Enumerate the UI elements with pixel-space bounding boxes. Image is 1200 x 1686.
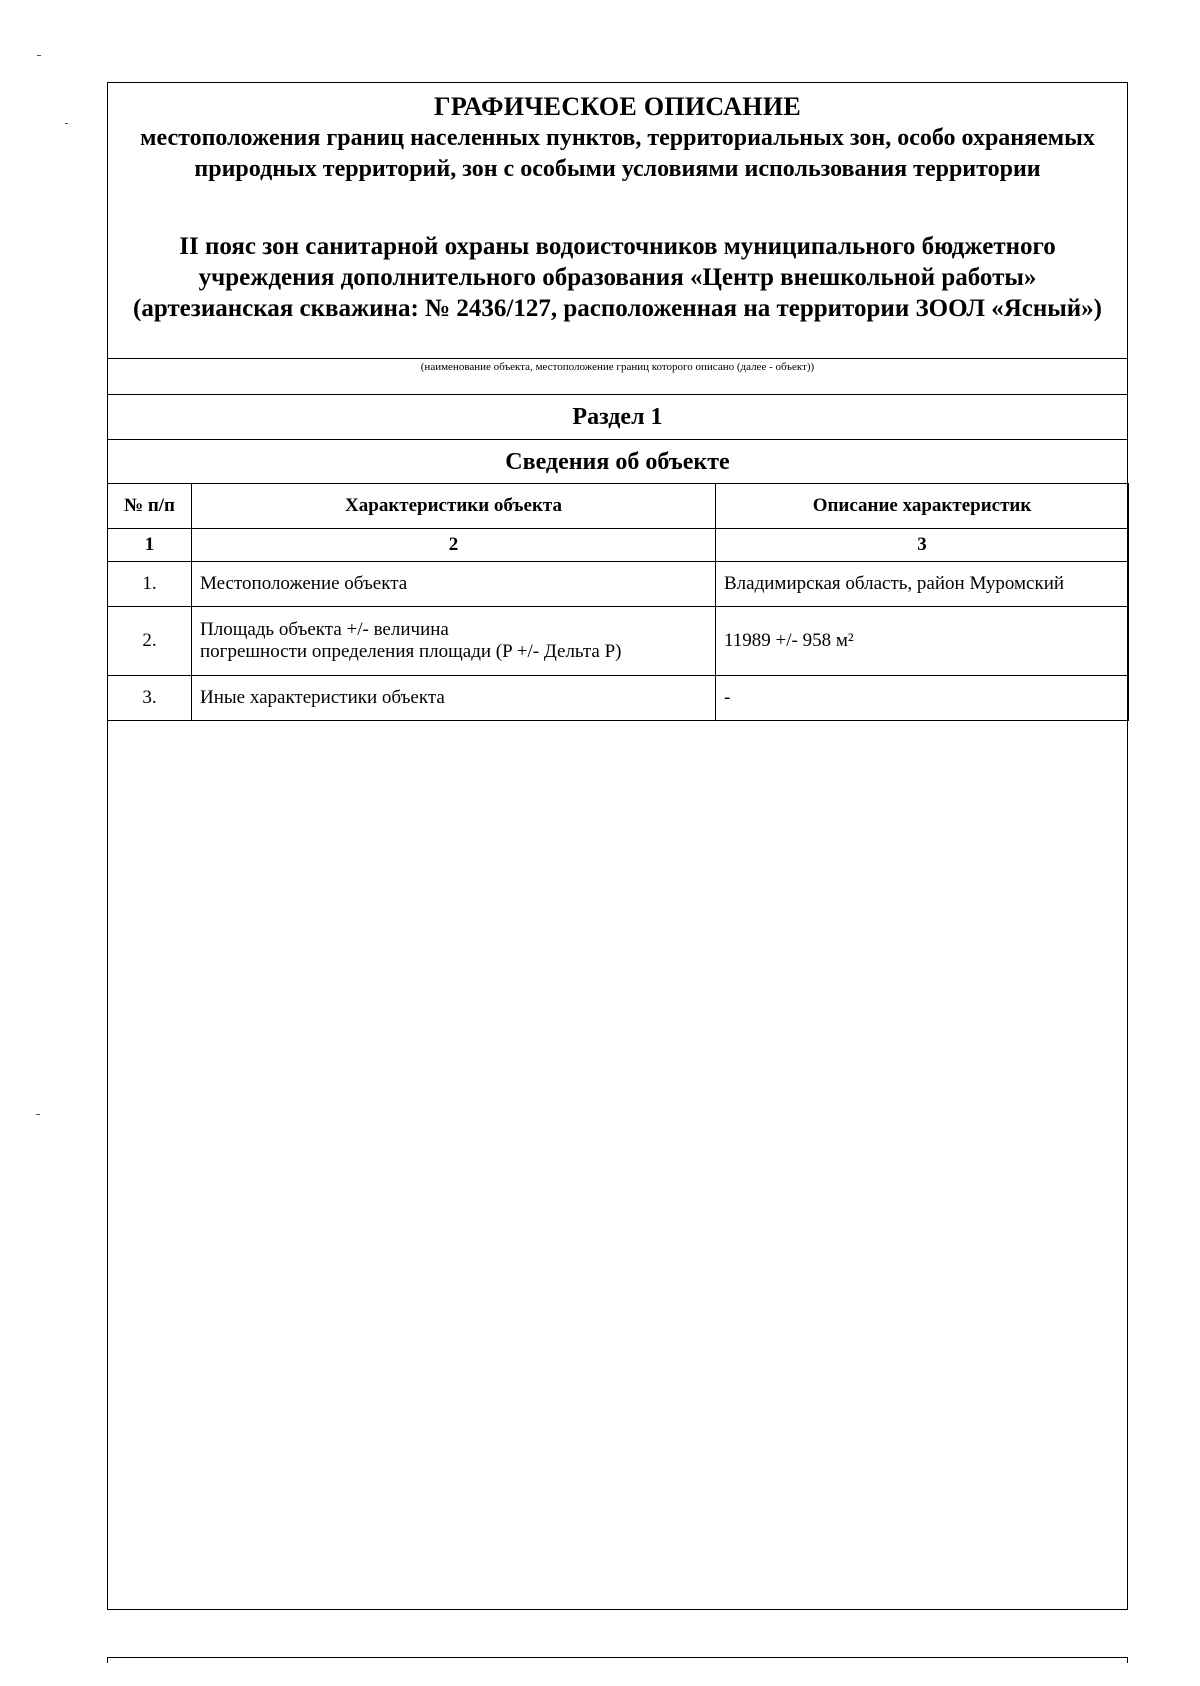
- object-name: II пояс зон санитарной охраны водоисточников муниципального бюджетного учреждения дополнительного образования «Центр внешкольной работы» (артезианская скважина: № 2436/127, расположенная на территории ЗООЛ «Ясный»): [133, 233, 1102, 322]
- row-characteristic-line: Площадь объекта +/- величина: [200, 619, 449, 640]
- object-properties-table: [107, 483, 1129, 721]
- section-heading: Сведения об объекте: [108, 439, 1127, 483]
- document-subtitle: местоположения границ населенных пунктов, территориальных зон, особо охраняемых природных территорий, зон с особыми условиями использования территории: [140, 125, 1095, 182]
- bottom-rule-tick: [1127, 1657, 1128, 1663]
- scan-mark: [36, 1114, 40, 1115]
- section-label: Раздел 1: [108, 394, 1127, 439]
- row-number: 1.: [108, 562, 192, 607]
- column-number-row: [108, 529, 1129, 562]
- row-description: 11989 +/- 958 м²: [716, 607, 1129, 676]
- header-characteristic: Характеристики объекта: [192, 484, 716, 529]
- row-characteristic: Иные характеристики объекта: [192, 676, 716, 721]
- object-name-caption: (наименование объекта, местоположение границ которого описано (далее - объект)): [420, 361, 815, 373]
- header-number: № п/п: [108, 484, 192, 529]
- column-number: 3: [716, 529, 1129, 562]
- table-row: [108, 676, 1129, 721]
- table-header-row: [108, 484, 1129, 529]
- document-frame: [107, 82, 1128, 1610]
- row-characteristic-line: погрешности определения площади (P +/- Дельта P): [200, 641, 622, 662]
- column-number: 1: [108, 529, 192, 562]
- document-title: ГРАФИЧЕСКОЕ ОПИСАНИЕ: [434, 92, 801, 121]
- document-header: [108, 83, 1127, 393]
- row-characteristic: Местоположение объекта: [192, 562, 716, 607]
- bottom-rule-tick: [107, 1657, 108, 1663]
- column-number: 2: [192, 529, 716, 562]
- bottom-rule: [107, 1657, 1128, 1658]
- object-name-underline: [108, 358, 1127, 359]
- table-row: [108, 607, 1129, 676]
- row-number: 3.: [108, 676, 192, 721]
- row-characteristic: [192, 607, 716, 676]
- header-description: Описание характеристик: [716, 484, 1129, 529]
- row-description: Владимирская область, район Муромский: [716, 562, 1129, 607]
- row-number: 2.: [108, 607, 192, 676]
- scan-mark: [65, 123, 68, 124]
- scan-mark: [37, 55, 41, 56]
- table-row: [108, 562, 1129, 607]
- row-description: -: [716, 676, 1129, 721]
